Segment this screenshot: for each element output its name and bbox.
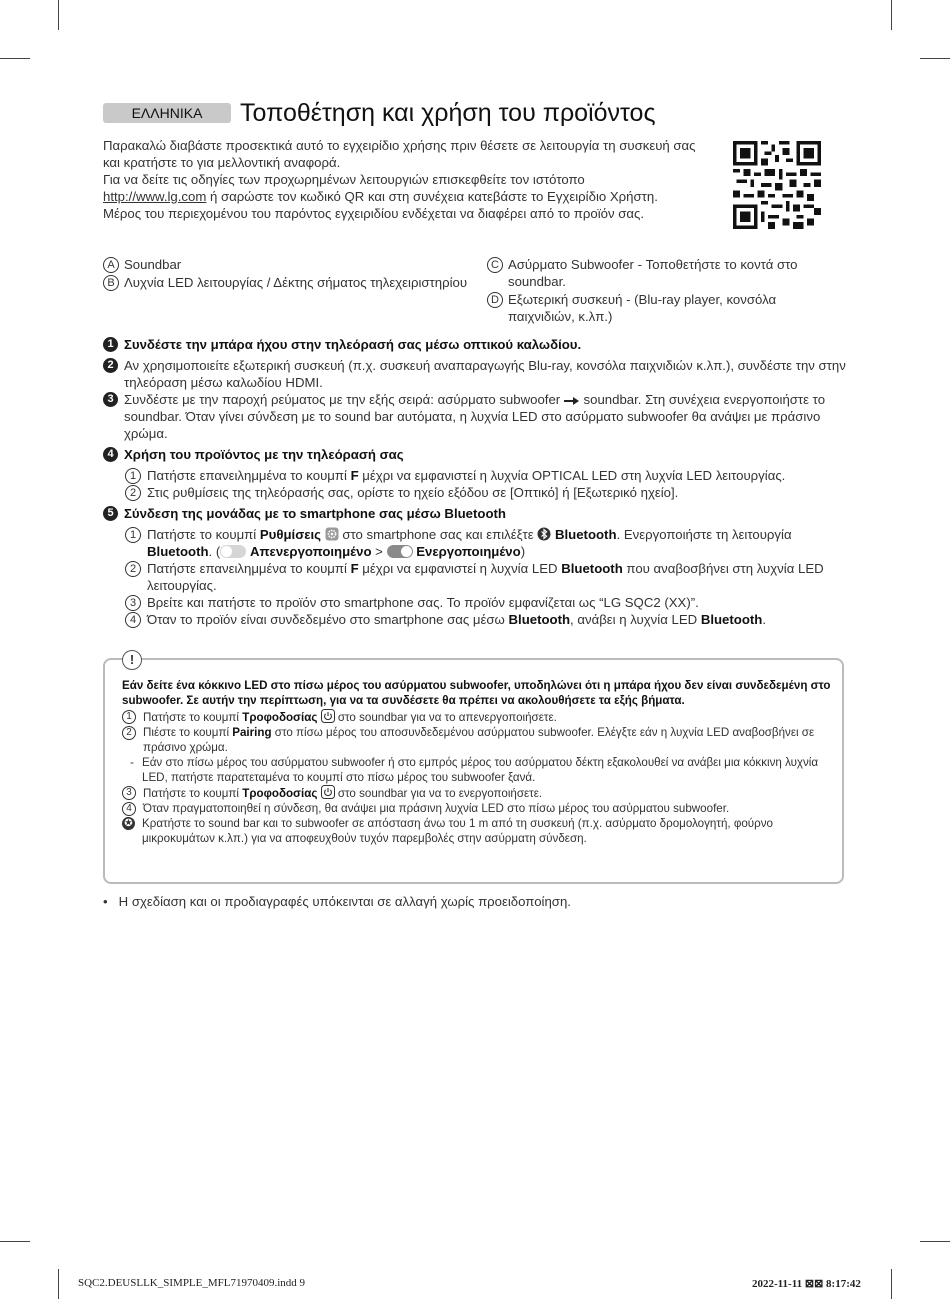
footnote-text: Η σχεδίαση και οι προδιαγραφές υπόκεινται σε αλλαγή χωρίς προειδοποίηση. bbox=[118, 894, 571, 909]
step-text: Στις ρυθμίσεις της τηλεόρασής σας, ορίστε το ηχείο εξόδου σε [Οπτικό] ή [Εξωτερικό ηχείο]. bbox=[147, 485, 679, 500]
notice-text: Όταν πραγματοποιηθεί η σύνδεση, θα ανάψει μια πράσινη λυχνία LED στο πίσω μέρος του ασύρματου subwoofer. bbox=[143, 802, 730, 815]
step-number-icon: 1 bbox=[103, 337, 118, 352]
power-label: Τροφοδοσίας bbox=[242, 787, 318, 800]
notice-text-part: στο πίσω μέρος του αποσυνδεδεμένου ασύρματου subwoofer. Ελέγξτε εάν η λυχνία LED αναβοσβήνει σε πράσινο χρώμα. bbox=[143, 726, 815, 754]
notice-text bbox=[143, 725, 834, 755]
step-text-part: Πατήστε επανειλημμένα το κουμπί bbox=[147, 468, 351, 483]
power-icon bbox=[321, 785, 335, 799]
intro-line: Μέρος του περιεχομένου του παρόντος εγχειριδίου ενδέχεται να διαφέρει από το προϊόν σας. bbox=[103, 206, 645, 221]
f-button-label: F bbox=[350, 561, 359, 576]
step-text-part: μέχρι να εμφανιστεί η λυχνία OPTICAL LED στη λυχνία LED λειτουργίας. bbox=[358, 468, 786, 483]
notice-text-part: στο soundbar για να το απενεργοποιήσετε. bbox=[334, 711, 557, 724]
notice-number-icon: 3 bbox=[122, 786, 136, 800]
settings-label: Ρυθμίσεις bbox=[259, 527, 322, 542]
intro-line bbox=[103, 188, 713, 205]
warning-icon: ! bbox=[122, 650, 142, 670]
step-text-part: , ανάβει η λυχνία LED bbox=[570, 612, 701, 627]
substep-number-icon: 2 bbox=[125, 561, 141, 577]
step-number-icon: 3 bbox=[103, 392, 118, 407]
legend-item-c bbox=[487, 256, 837, 290]
legend-text: Εξωτερική συσκευή - (Blu-ray player, κονσόλα παιχνιδιών, κ.λπ.) bbox=[508, 292, 777, 324]
step-text: Συνδέστε την μπάρα ήχου στην τηλεόρασή σας μέσω οπτικού καλωδίου. bbox=[124, 337, 582, 352]
bluetooth-label: Bluetooth bbox=[700, 612, 763, 627]
step-text-part: στο smartphone σας και επιλέξτε bbox=[338, 527, 538, 542]
dash-marker: - bbox=[130, 756, 134, 769]
crop-mark bbox=[0, 58, 30, 59]
bullet-marker: • bbox=[103, 894, 108, 909]
step-text-part: Πατήστε το κουμπί bbox=[147, 527, 260, 542]
footer-file-info: SQC2.DEUSLLK_SIMPLE_MFL71970409.indd 9 bbox=[78, 1277, 306, 1289]
step-text bbox=[147, 467, 848, 484]
notice-step-2 bbox=[122, 725, 834, 755]
notice-number-icon: 1 bbox=[122, 710, 136, 724]
notice-step-4 bbox=[122, 801, 834, 816]
step-3 bbox=[103, 391, 848, 442]
footnote bbox=[103, 893, 571, 910]
step-text bbox=[147, 560, 848, 594]
setup-steps bbox=[103, 336, 848, 628]
intro-line-text: ή σαρώστε τον κωδικό QR και στη συνέχεια κατεβάστε το Εγχειρίδιο Χρήστη. bbox=[206, 189, 658, 204]
power-label: Τροφοδοσίας bbox=[242, 711, 318, 724]
website-link[interactable]: http://www.lg.com bbox=[103, 189, 207, 204]
notice-text: Εάν στο πίσω μέρος του ασύρματου subwoofer ή στο εμπρός μέρος του ασύρματου δέκτη εξακολουθεί να ανάβει μια κόκκινη λυχνία LED, πατήστε παρατεταμένα το κουμπί στο πίσω μέρος του subwoofer ξανά. bbox=[142, 756, 819, 784]
step-4-2 bbox=[125, 484, 848, 501]
notice-text bbox=[143, 709, 557, 725]
toggle-on-label: Ενεργοποιημένο bbox=[416, 544, 521, 559]
notice-text bbox=[143, 785, 542, 801]
step-5 bbox=[103, 505, 848, 522]
substep-number-icon: 1 bbox=[125, 468, 141, 484]
bluetooth-icon bbox=[537, 527, 551, 541]
step-text: Αν χρησιμοποιείτε εξωτερική συσκευή (π.χ. συσκευή αναπαραγωγής Blu-ray, κονσόλα παιχνιδιών κ.λπ.), συνδέστε την στην τηλεόραση μέσω καλωδίου HDMI. bbox=[124, 358, 846, 390]
notice-number-icon: 4 bbox=[122, 802, 136, 816]
legend-text: Λυχνία LED λειτουργίας / Δέκτης σήματος τηλεχειριστηρίου bbox=[124, 275, 468, 290]
f-button-label: F bbox=[350, 468, 359, 483]
step-title: Σύνδεση της μονάδας με το smartphone σας μέσω Bluetooth bbox=[124, 506, 506, 521]
label-b-icon: B bbox=[103, 275, 119, 291]
step-text-part: > bbox=[371, 544, 387, 559]
step-text: Βρείτε και πατήστε το προϊόν στο smartphone σας. Το προϊόν εμφανίζεται ως “LG SQC2 (XX)”. bbox=[147, 595, 699, 610]
page-header bbox=[103, 96, 843, 130]
substep-number-icon: 1 bbox=[125, 527, 141, 543]
step-5-4 bbox=[125, 611, 848, 628]
substep-number-icon: 3 bbox=[125, 595, 141, 611]
notice-tip bbox=[122, 816, 834, 846]
crop-mark bbox=[891, 1269, 892, 1299]
notice-heading: Εάν δείτε ένα κόκκινο LED στο πίσω μέρος του ασύρματου subwoofer, υποδηλώνει ότι η μπάρα ήχου δεν είναι συνδεδεμένη στο subwoofer. Σε αυτήν την περίπτωση, για να τα συνδέσετε θα πρέπει να ακολουθήσετε τα εξής βήματα. bbox=[122, 679, 831, 707]
toggle-on-icon bbox=[387, 545, 413, 558]
legend-text: Soundbar bbox=[124, 257, 182, 272]
bluetooth-label: Bluetooth bbox=[554, 527, 617, 542]
step-number-icon: 2 bbox=[103, 358, 118, 373]
step-text-part: . Ενεργοποιήστε τη λειτουργία bbox=[616, 527, 792, 542]
label-c-icon: C bbox=[487, 257, 503, 273]
power-icon bbox=[321, 709, 335, 723]
step-2 bbox=[103, 357, 848, 391]
bluetooth-label: Bluetooth bbox=[508, 612, 571, 627]
substep-number-icon: 4 bbox=[125, 612, 141, 628]
step-1 bbox=[103, 336, 848, 353]
legend-item-d bbox=[487, 291, 837, 325]
bluetooth-label: Bluetooth bbox=[147, 544, 209, 559]
notice-text-part: στο soundbar για να το ενεργοποιήσετε. bbox=[334, 787, 543, 800]
toggle-off-icon bbox=[220, 545, 246, 558]
legend-item-b bbox=[103, 274, 483, 291]
crop-mark bbox=[920, 58, 950, 59]
step-5-3 bbox=[125, 594, 848, 611]
step-text-part: . ( bbox=[208, 544, 221, 559]
crop-mark bbox=[58, 0, 59, 30]
page-title: Τοποθέτηση και χρήση του προϊόντος bbox=[240, 99, 656, 127]
arrow-right-icon bbox=[564, 396, 580, 406]
intro-line: Για να δείτε τις οδηγίες των προχωρημένων λειτουργιών επισκεφθείτε τον ιστότοπο bbox=[103, 172, 585, 187]
crop-mark bbox=[0, 1241, 30, 1242]
label-d-icon: D bbox=[487, 292, 503, 308]
notice-text: Κρατήστε το sound bar και το subwoofer σε απόσταση άνω του 1 m από τη συσκευή (π.χ. ασύρματο δρομολογητή, φούρνο μικροκυμάτων κ.λπ.) για να αποφευχθούν τυχόν παρεμβολές στην ασύρματη σύνδεση. bbox=[142, 817, 773, 845]
step-text-part: Συνδέστε με την παροχή ρεύματος με την εξής σειρά: ασύρματο subwoofer bbox=[124, 392, 564, 407]
toggle-off-label: Απενεργοποιημένο bbox=[249, 544, 372, 559]
step-number-icon: 4 bbox=[103, 447, 118, 462]
step-text bbox=[147, 611, 848, 628]
intro-line: Παρακαλώ διαβάστε προσεκτικά αυτό το εγχειρίδιο χρήσης πριν θέσετε σε λειτουργία τη συσκευή σας και κρατήστε το για μελλοντική αναφορά. bbox=[103, 138, 696, 170]
settings-gear-icon bbox=[325, 527, 339, 541]
intro-text bbox=[103, 137, 713, 222]
step-text-part: . bbox=[762, 612, 767, 627]
step-text-part: μέχρι να εμφανιστεί η λυχνία LED bbox=[358, 561, 562, 576]
step-4 bbox=[103, 446, 848, 463]
crop-mark bbox=[891, 0, 892, 30]
language-badge: ΕΛΛΗΝΙΚΑ bbox=[103, 103, 231, 123]
step-text bbox=[147, 526, 848, 560]
qr-code-icon[interactable] bbox=[733, 141, 821, 229]
step-5-2 bbox=[125, 560, 848, 594]
crop-mark bbox=[58, 1269, 59, 1299]
legend-item-a bbox=[103, 256, 483, 273]
notice-text-part: Πιέστε το κουμπί bbox=[143, 726, 233, 739]
notice-text-part: Πατήστε το κουμπί bbox=[143, 711, 243, 724]
step-5-1 bbox=[125, 526, 848, 560]
substep-number-icon: 2 bbox=[125, 485, 141, 501]
pairing-label: Pairing bbox=[232, 726, 272, 739]
notice-text-part: Πατήστε το κουμπί bbox=[143, 787, 243, 800]
step-text bbox=[124, 391, 848, 442]
step-text-part: soundbar. Στη συνέχεια ενεργοποιήστε το soundbar. Όταν γίνει σύνδεση με το sound bar αυτόματα, η λυχνία LED στο ασύρματο subwoofer θα ανάψει με πράσινο χρώμα. bbox=[124, 392, 826, 441]
step-4-1 bbox=[125, 467, 848, 484]
notice-body bbox=[122, 678, 834, 846]
step-title: Χρήση του προϊόντος με την τηλεόρασή σας bbox=[124, 447, 404, 462]
step-text-part: Όταν το προϊόν είναι συνδεδεμένο στο smartphone σας μέσω bbox=[147, 612, 509, 627]
notice-step-3 bbox=[122, 785, 834, 801]
step-text-part: που αναβοσβήνει στη λυχνία LED λειτουργίας. bbox=[147, 561, 824, 593]
step-text-part: ) bbox=[520, 544, 526, 559]
legend-text: Ασύρματο Subwoofer - Τοποθετήστε το κοντά στο soundbar. bbox=[508, 257, 798, 289]
bluetooth-label: Bluetooth bbox=[561, 561, 623, 576]
footer-timestamp: 2022-11-11 ⊠⊠ 8:17:42 bbox=[752, 1278, 861, 1290]
label-a-icon: A bbox=[103, 257, 119, 273]
notice-number-icon: 2 bbox=[122, 726, 136, 740]
notice-step-1 bbox=[122, 709, 834, 725]
step-number-icon: 5 bbox=[103, 506, 118, 521]
crop-mark bbox=[920, 1241, 950, 1242]
notice-box bbox=[103, 652, 844, 884]
star-icon: ✪ bbox=[122, 817, 135, 830]
notice-dash-item bbox=[122, 755, 834, 785]
step-text-part: Πατήστε επανειλημμένα το κουμπί bbox=[147, 561, 351, 576]
